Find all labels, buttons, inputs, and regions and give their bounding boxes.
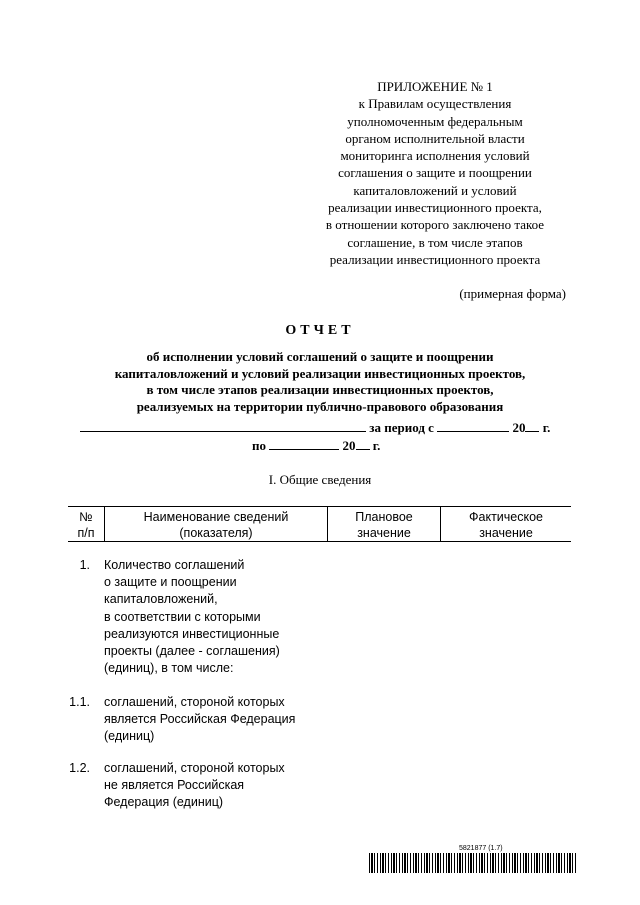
header-plan-line: Плановое (355, 510, 413, 524)
header-fact (441, 509, 571, 541)
section-title: I. Общие сведения (268, 472, 372, 487)
row-number: 1.2. (69, 761, 90, 775)
barcode (369, 853, 577, 873)
row-text-line: в соответствии с которыми (104, 609, 261, 624)
header-fact-line: Фактическое (469, 510, 543, 524)
date-from-blank (437, 419, 509, 432)
year-suffix: г. (372, 438, 381, 453)
table-header (68, 506, 571, 542)
row-text-line: капиталовложений, (104, 592, 218, 607)
year-from-blank (525, 419, 539, 432)
header-num-line: п/п (77, 526, 95, 540)
row-text-line: (единиц), в том числе: (104, 661, 234, 676)
year-to-blank (356, 437, 370, 450)
appendix-line: ПРИЛОЖЕНИЕ № 1 (377, 79, 493, 94)
row-text-line: Федерация (единиц) (104, 795, 224, 810)
row-text (104, 557, 344, 677)
row-text-line: соглашений, стороной которых (104, 761, 285, 775)
appendix-line: капиталовложений и условий (353, 182, 517, 198)
header-name-line: (показателя) (179, 526, 253, 540)
period-from-line (80, 419, 550, 436)
date-to-blank (269, 437, 339, 450)
row-text (104, 694, 344, 746)
appendix-line: соглашения о защите и поощрении (338, 165, 532, 181)
appendix-line: в отношении которого заключено такое (325, 217, 545, 233)
header-plan (328, 509, 440, 541)
row-text (104, 760, 344, 812)
header-name (105, 509, 327, 541)
report-title: ОТЧЕТ (285, 323, 355, 338)
row-text-line: проекты (далее - соглашения) (104, 644, 280, 659)
row-number: 1.1. (69, 695, 90, 709)
row-text-line: соглашений, стороной которых (104, 695, 285, 709)
header-name-line: Наименование сведений (143, 510, 289, 524)
header-num-line: № (79, 510, 93, 524)
appendix-line: реализации инвестиционного проекта (329, 251, 541, 267)
report-subtitle (60, 349, 580, 415)
appendix-line: уполномоченным федеральным (347, 113, 523, 129)
header-plan-line: значение (357, 526, 411, 540)
barcode-caption: 5821877 (1.7) (459, 845, 503, 852)
year-prefix: 20 (342, 438, 356, 453)
period-to-label: по (252, 438, 266, 453)
subtitle-line: капиталовложений и условий реализации инвестиционных проектов, (114, 365, 526, 381)
year-prefix: 20 (512, 420, 526, 435)
row-text-line: (единиц) (104, 729, 155, 744)
row-number: 1. (79, 558, 90, 572)
subtitle-line: в том числе этапов реализации инвестиционных проектов, (146, 382, 494, 398)
row-text-line: является Российская Федерация (104, 712, 296, 727)
territory-blank (80, 419, 366, 432)
appendix-header (300, 78, 570, 268)
appendix-line: к Правилам осуществления (358, 96, 512, 112)
appendix-line: реализации инвестиционного проекта, (328, 200, 542, 216)
year-suffix: г. (542, 420, 551, 435)
subtitle-line: об исполнении условий соглашений о защите и поощрении (146, 349, 494, 364)
form-note: (примерная форма) (459, 286, 566, 301)
appendix-line: органом исполнительной власти (345, 130, 525, 146)
row-text-line: не является Российская (104, 778, 245, 793)
appendix-line: мониторинга исполнения условий (340, 148, 530, 164)
period-to-line (252, 437, 380, 454)
appendix-line: соглашение, в том числе этапов (347, 234, 523, 250)
row-text-line: о защите и поощрении (104, 575, 237, 590)
row-text-line: Количество соглашений (104, 558, 245, 572)
header-num (68, 509, 104, 541)
header-fact-line: значение (479, 526, 533, 540)
period-from-label: за период с (369, 420, 434, 435)
row-text-line: реализуются инвестиционные (104, 626, 280, 641)
subtitle-line: реализуемых на территории публично-правового образования (136, 398, 504, 414)
